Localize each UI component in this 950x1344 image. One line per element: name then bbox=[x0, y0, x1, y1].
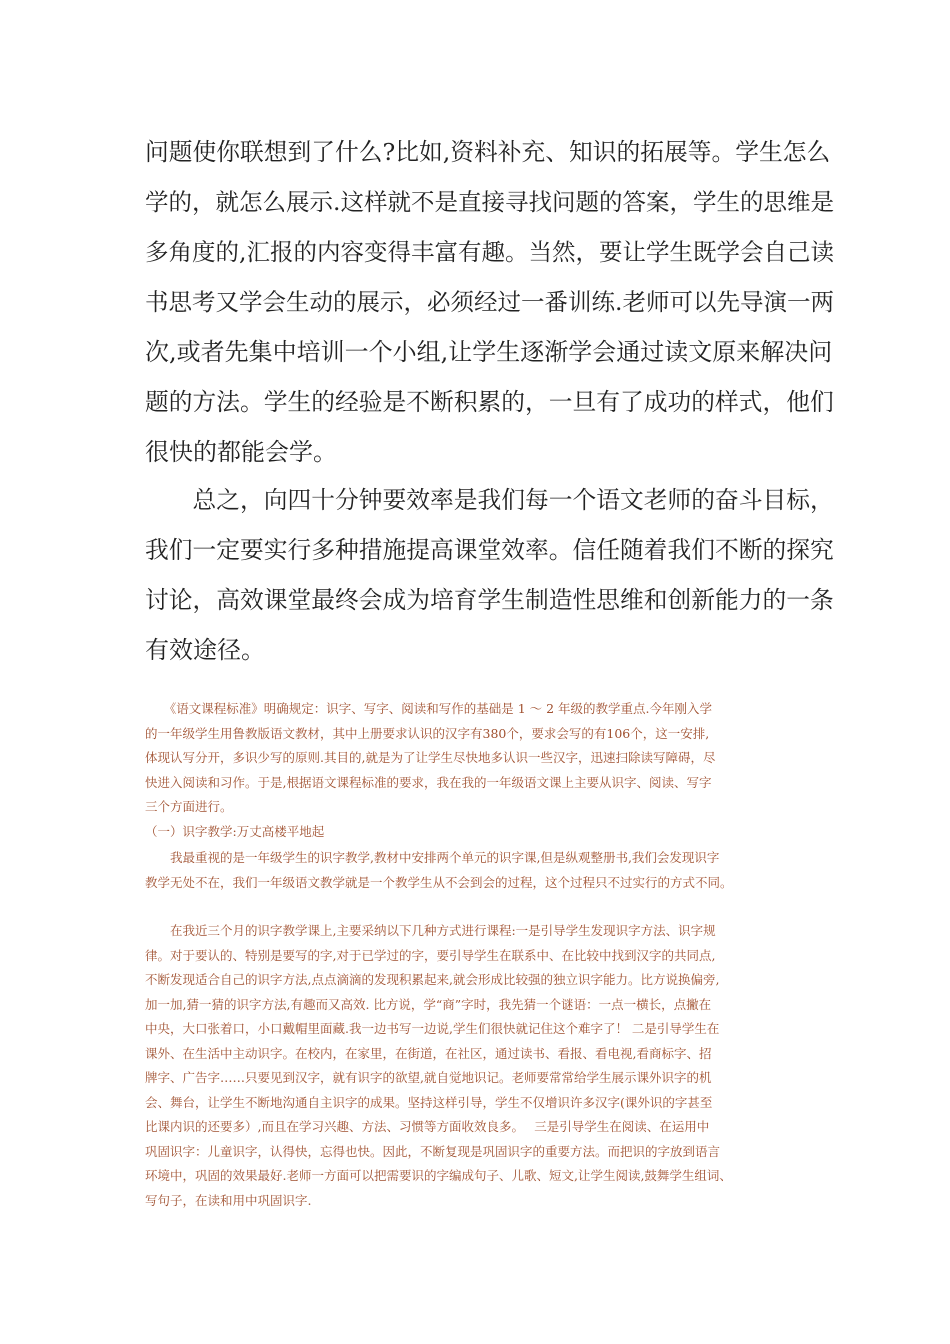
text-line: 有效途径。 bbox=[145, 636, 265, 664]
text-line: 写句子，在读和用中巩固识字. bbox=[145, 1192, 312, 1208]
text-line: 牌字、广告字……只要见到汉字，就有识字的欲望,就自觉地识记。老师要常常给学生展示课外识字的机 bbox=[145, 1070, 712, 1085]
text-line: 三个方面进行。 bbox=[145, 799, 233, 814]
text-line: 题的方法。学生的经验是不断积累的，一旦有了成功的样式，他们 bbox=[145, 388, 834, 416]
text-line: 学的，就怎么展示.这样就不是直接寻找问题的答案，学生的思维是 bbox=[145, 188, 834, 216]
text-line: 次,或者先集中培训一个小组,让学生逐渐学会通过读文原来解决问 bbox=[145, 338, 833, 366]
text-line: 很快的都能会学。 bbox=[145, 438, 337, 466]
text-line: 不断发现适合自己的识字方法,点点滴滴的发现积累起来,就会形成比较强的独立识字能力。比方说换偏旁, bbox=[145, 972, 720, 987]
text-line: 快进入阅读和习作。于是,根据语文课程标准的要求，我在我的一年级语文课上主要从识字、阅读、写字 bbox=[145, 774, 712, 790]
text-line: 课外、在生活中主动识字。在校内，在家里，在街道，在社区，通过读书、看报、看电视,看商标字、招 bbox=[145, 1045, 712, 1061]
main-paragraph-2 bbox=[145, 484, 835, 684]
text-line: 会、舞台，让学生不断地沟通自主识字的成果。坚持这样引导，学生不仅增识许多汉字(课外识的字甚至 bbox=[145, 1094, 713, 1110]
section-heading bbox=[145, 822, 825, 847]
appendix-intro bbox=[145, 699, 825, 822]
text-line: 多角度的,汇报的内容变得丰富有趣。当然，要让学生既学会自己读 bbox=[145, 238, 834, 266]
section-paragraph-2 bbox=[145, 921, 825, 1215]
text-line: 我们一定要实行多种措施提高课堂效率。信任随着我们不断的探究 bbox=[145, 536, 834, 564]
main-paragraph-1 bbox=[145, 136, 835, 486]
text-line: 体现认写分开，多识少写的原则.其目的,就是为了让学生尽快地多认识一些汉字，迅速扫除读写障碍，尽 bbox=[145, 750, 716, 765]
section-paragraph-1 bbox=[145, 848, 825, 897]
text-line: 《语文课程标准》明确规定：识字、写字、阅读和写作的基础是 1 ～ 2 年级的教学重点.今年刚入学 bbox=[145, 701, 713, 716]
text-line: 书思考又学会生动的展示，必须经过一番训练.老师可以先导演一两 bbox=[145, 288, 834, 316]
text-line: 比课内识的还要多）,而且在学习兴趣、方法、习惯等方面收效良多。 三是引导学生在阅读、在运用中 bbox=[145, 1119, 710, 1134]
text-line: 总之，向四十分钟要效率是我们每一个语文老师的奋斗目标， bbox=[145, 486, 834, 514]
text-line: 加一加,猜一猜的识字方法,有趣而又高效. 比方说，学“商”字时，我先猜一个谜语：一点一横长，点撇在 bbox=[145, 996, 712, 1012]
heading-text: （一）识字教学:万丈高楼平地起 bbox=[145, 824, 325, 839]
text-line: 巩固识字：儿童识字，认得快，忘得也快。因此，不断复现是巩固识字的重要方法。而把识的字放到语言 bbox=[145, 1143, 721, 1159]
text-line: 讨论，高效课堂最终会成为培育学生制造性思维和创新能力的一条 bbox=[145, 586, 834, 614]
text-line: 教学无处不在，我们一年级语文教学就是一个教学生从不会到会的过程，这个过程只不过实行的方式不同。 bbox=[145, 874, 733, 890]
text-line: 环境中，巩固的效果最好.老师一方面可以把需要识的字编成句子、儿歌、短文,让学生阅读,鼓舞学生组词、 bbox=[145, 1168, 732, 1183]
text-line: 问题使你联想到了什么?比如,资料补充、知识的拓展等。学生怎么 bbox=[145, 138, 831, 166]
text-line: 律。对于要认的、特别是要写的字,对于已学过的字，要引导学生在联系中、在比较中找到汉字的共同点, bbox=[145, 947, 716, 963]
text-line: 我最重视的是一年级学生的识字教学,教材中安排两个单元的识字课,但是纵观整册书,我们会发现识字 bbox=[145, 850, 720, 865]
text-line: 中央，大口张着口，小口戴帽里面藏.我一边书写一边说,学生们很快就记住这个难字了！ 二是引导学生在 bbox=[145, 1021, 720, 1036]
text-line: 在我近三个月的识字教学课上,主要采纳以下几种方式进行课程:一是引导学生发现识字方法、识字规 bbox=[145, 923, 716, 938]
text-line: 的一年级学生用鲁教版语文教材，其中上册要求认识的汉字有380个，要求会写的有106个，这一安排, bbox=[145, 725, 710, 741]
